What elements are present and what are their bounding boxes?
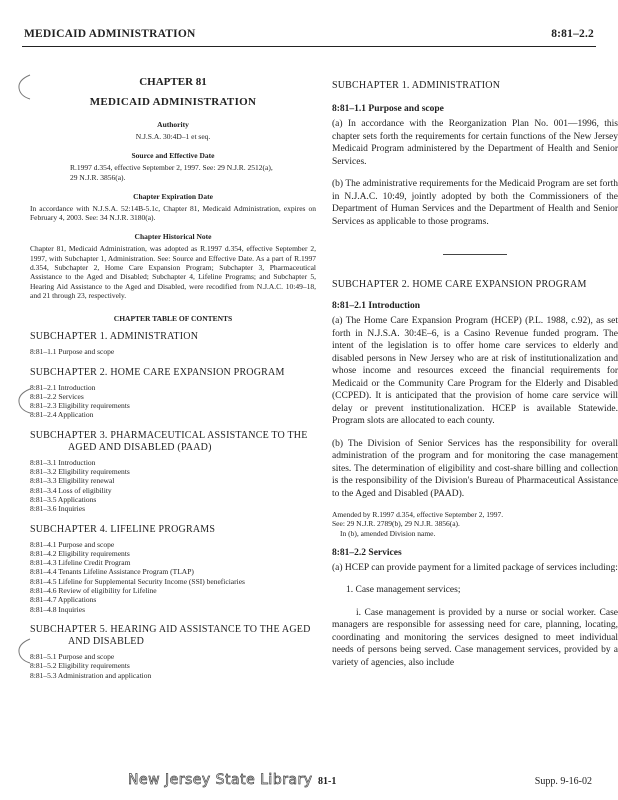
toc-item[interactable]: 8:81–4.6 Review of eligibility for Lifeline [30, 586, 157, 596]
chapter-number: CHAPTER 81 [139, 76, 207, 88]
toc-item[interactable]: 8:81–4.4 Tenants Lifeline Assistance Program (TLAP) [30, 567, 194, 577]
library-stamp: New Jersey State Library [128, 772, 313, 788]
toc-item[interactable]: 8:81–3.1 Introduction [30, 457, 96, 467]
toc-item[interactable]: 8:81–4.7 Applications [30, 595, 97, 605]
toc-item[interactable]: 8:81–4.1 Purpose and scope [30, 539, 115, 549]
history-note-line: See: 29 N.J.R. 2789(b), 29 N.J.R. 3856(a). [332, 519, 460, 529]
toc-subchapter-heading[interactable]: SUBCHAPTER 3. PHARMACEUTICAL ASSISTANCE TO THE AGED AND DISABLED (PAAD) [30, 429, 308, 453]
section-title: 8:81–2.2 Services [332, 547, 402, 558]
paragraph: (a) The Home Care Expansion Program (HCEP) (P.L. 1988, c.92), as set forth in N.J.S.A. 30:4E–6, is a Casino Revenue funded program. The intent of the legislation is to offer home care services to elderly and disabled persons in New Jersey who are at risk of institutionalization and whose income and resources exceed the financial requirements for Medicaid or the Community Care Program for the Elderly and Disabled (CCPED). It is anticipated that the provision of home care service will delay or prevent institutionalization. HCEP is available Statewide. Program slots are allocated to each county. [332, 316, 618, 426]
toc-subchapter-heading[interactable]: SUBCHAPTER 5. HEARING AID ASSISTANCE TO THE AGED AND DISABLED [30, 623, 311, 647]
section-title: 8:81–1.1 Purpose and scope [332, 104, 444, 114]
toc-item[interactable]: 8:81–2.1 Introduction [30, 382, 96, 392]
toc-item[interactable]: 8:81–4.2 Eligibility requirements [30, 548, 130, 558]
page-number: 81-1 [318, 776, 337, 787]
history-text: Chapter 81, Medicaid Administration, was adopted as R.1997 d.354, effective September 2, 1997, with Subchapter 1, Administration. See: Source and Effective Date. As a part of R.1997 d.354, Subchapter 2, Home Care Expansion Program; Subchapter 3, Pharmaceutical Assistance to the Aged and Disabled; Subchapter 4, Lifeline Programs; and Subchapter 5, Hearing Aid Assistance to the Aged and Disabled, were recodified from N.J.A.C. 10:49–18, and 21 through 23, respectively. [30, 244, 316, 300]
history-note-line: In (b), amended Division name. [340, 528, 436, 538]
header-title: MEDICAID ADMINISTRATION [24, 28, 196, 40]
toc-group [30, 624, 316, 680]
toc-item[interactable]: 8:81–3.4 Loss of eligibility [30, 485, 112, 495]
paragraph: (b) The Division of Senior Services has the responsibility for overall administration of the program and for monitoring the case management sites. The determination of eligibility and cost-share billing and collection is the responsibility of the Division's Bureau of Pharmaceutical Assistance to the Aged and Disabled (PAAD). [332, 438, 618, 499]
toc-item[interactable]: 8:81–5.2 Eligibility requirements [30, 661, 130, 671]
left-column [30, 64, 316, 690]
toc-group [30, 430, 316, 514]
list-item: 1. Case management services; [346, 585, 461, 596]
expiration-label: Chapter Expiration Date [133, 191, 213, 201]
history-note-line: Amended by R.1997 d.354, effective September 2, 1997. [332, 510, 504, 519]
toc-item[interactable]: 8:81–2.4 Application [30, 410, 94, 420]
toc-group [30, 524, 316, 614]
running-header [22, 28, 596, 47]
toc-item[interactable]: 8:81–2.2 Services [30, 391, 84, 401]
toc-item[interactable]: 8:81–1.1 Purpose and scope [30, 347, 115, 357]
paragraph: i. Case management is provided by a nurse or social worker. Case managers are responsible for assessing need for care, planning, locating, coordinating and monitoring the services designed to meet individual needs of persons being served. Case management services, provided by a variety of agencies, also include [332, 607, 618, 668]
right-column [332, 80, 618, 669]
toc-item[interactable]: 8:81–2.3 Eligibility requirements [30, 401, 130, 411]
toc-subchapter-heading[interactable]: SUBCHAPTER 4. LIFELINE PROGRAMS [30, 523, 216, 535]
authority-text: N.J.S.A. 30:4D–1 et seq. [135, 132, 211, 141]
toc-item[interactable]: 8:81–5.1 Purpose and scope [30, 651, 115, 661]
toc-label: CHAPTER TABLE OF CONTENTS [113, 314, 233, 324]
expiration-text: In accordance with N.J.S.A. 52:14B-5.1c, Chapter 81, Medicaid Administration, expires on February 4, 2003. See: 34 N.J.R. 3180(a). [30, 203, 316, 223]
toc-group [30, 367, 316, 420]
subchapter-heading: SUBCHAPTER 2. HOME CARE EXPANSION PROGRAM [332, 279, 587, 290]
toc-subchapter-heading[interactable]: SUBCHAPTER 1. ADMINISTRATION [30, 331, 199, 343]
section-divider [443, 254, 507, 255]
toc-item[interactable]: 8:81–4.3 Lifeline Credit Program [30, 558, 131, 568]
chapter-title: MEDICAID ADMINISTRATION [89, 96, 257, 108]
toc-item[interactable]: 8:81–3.5 Applications [30, 494, 97, 504]
source-label: Source and Effective Date [131, 151, 215, 161]
paragraph: (b) The administrative requirements for the Medicaid Program are set forth in N.J.A.C. 10:49, jointly adopted by both the Commissioners of the Department of Human Services and the Department of Health and Senior Services as applicable to those programs. [332, 179, 618, 227]
source-text: R.1997 d.354, effective September 2, 1997. See: 29 N.J.R. 2512(a), 29 N.J.R. 3856(a). [70, 163, 273, 182]
supplement-date: Supp. 9-16-02 [534, 776, 592, 787]
toc-item[interactable]: 8:81–5.3 Administration and application [30, 670, 152, 680]
history-note [332, 510, 618, 538]
section-title: 8:81–2.1 Introduction [332, 301, 420, 311]
paragraph: (a) HCEP can provide payment for a limited package of services including: [332, 562, 618, 573]
toc-item[interactable]: 8:81–3.2 Eligibility requirements [30, 467, 130, 477]
toc-group [30, 331, 316, 356]
toc-subchapter-heading[interactable]: SUBCHAPTER 2. HOME CARE EXPANSION PROGRAM [30, 366, 285, 378]
subchapter-heading: SUBCHAPTER 1. ADMINISTRATION [332, 80, 501, 91]
toc-item[interactable]: 8:81–4.5 Lifeline for Supplemental Security Income (SSI) beneficiaries [30, 576, 245, 586]
toc-item[interactable]: 8:81–3.3 Eligibility renewal [30, 476, 115, 486]
toc-item[interactable]: 8:81–4.8 Inquiries [30, 604, 85, 614]
header-section-range: 8:81–2.2 [551, 28, 594, 40]
history-label: Chapter Historical Note [134, 232, 212, 242]
authority-label: Authority [157, 120, 189, 129]
toc-item[interactable]: 8:81–3.6 Inquiries [30, 504, 85, 514]
paragraph: (a) In accordance with the Reorganization Plan No. 001—1996, this chapter sets forth the requirements for certain functions of the New Jersey Medicaid Program administered by the Department of Health and Senior Services. [332, 119, 618, 167]
